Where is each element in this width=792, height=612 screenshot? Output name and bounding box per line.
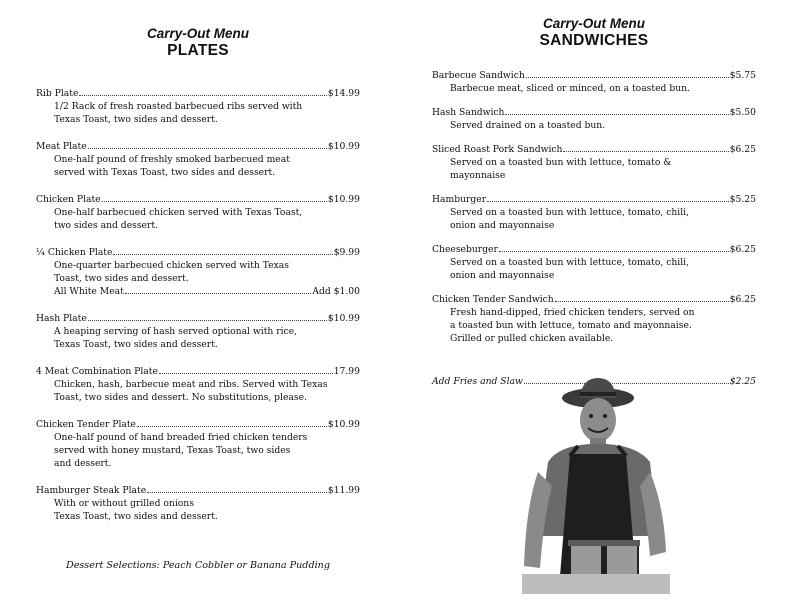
leader-dots [487, 201, 729, 202]
leader-dots [505, 114, 728, 115]
leader-dots [159, 373, 333, 374]
item-price: $6.25 [729, 294, 756, 305]
leader-dots [102, 201, 327, 202]
menu-item [36, 484, 360, 523]
item-description: Barbecue meat, sliced or minced, on a toasted bun. [450, 83, 690, 94]
item-name: Chicken Tender Sandwich [432, 294, 554, 305]
menu-item [36, 418, 360, 470]
leader-dots [526, 77, 729, 78]
item-description: Served drained on a toasted bun. [450, 120, 606, 131]
item-price: $10.99 [327, 419, 360, 430]
menu-item-row [432, 143, 756, 156]
item-name: Hamburger [432, 194, 487, 205]
leader-dots [79, 95, 326, 96]
menu-item [36, 246, 360, 298]
item-name: Rib Plate [36, 88, 79, 99]
menu-item [432, 243, 756, 282]
item-price: $14.99 [327, 88, 360, 99]
item-description: A heaping serving of hash served optional with rice, [54, 326, 298, 337]
item-name: Hash Plate [36, 313, 87, 324]
item-description: 1/2 Rack of fresh roasted barbecued ribs served with [54, 101, 303, 112]
item-price: $6.25 [729, 244, 756, 255]
menu-item [36, 193, 360, 232]
item-price: $5.25 [729, 194, 756, 205]
item-name: Hash Sandwich [432, 107, 505, 118]
item-description: Fresh hand-dipped, fried chicken tenders, served on [450, 307, 695, 318]
item-description: Texas Toast, two sides and dessert. [54, 511, 218, 522]
menu-item-row [432, 106, 756, 119]
item-option-row [36, 285, 360, 298]
sandwiches-subtitle: Carry-Out Menu [542, 16, 645, 31]
option-price: Add $1.00 [312, 286, 360, 297]
menu-item-row [432, 193, 756, 206]
item-description: One-quarter barbecued chicken served with Texas [54, 260, 289, 271]
item-name: Barbecue Sandwich [432, 70, 525, 81]
menu-item-row [36, 87, 360, 100]
addon-price: $2.25 [729, 376, 756, 387]
leader-dots [88, 148, 327, 149]
item-description: mayonnaise [450, 170, 506, 181]
menu-item [432, 293, 756, 345]
item-name: Hamburger Steak Plate [36, 485, 147, 496]
menu-item [36, 87, 360, 126]
menu-item-row [36, 140, 360, 153]
item-description: Texas Toast, two sides and dessert. [54, 339, 218, 350]
item-description: onion and mayonnaise [450, 220, 555, 231]
item-description: served with honey mustard, Texas Toast, two sides [54, 445, 291, 456]
item-name: ¼ Chicken Plate [36, 247, 113, 258]
item-description: One-half barbecued chicken served with Texas Toast, [54, 207, 303, 218]
menu-item [36, 365, 360, 404]
sandwiches-list [432, 69, 756, 356]
item-price: $5.50 [729, 107, 756, 118]
item-description: and dessert. [54, 458, 112, 469]
item-description: served with Texas Toast, two sides and dessert. [54, 167, 276, 178]
item-name: Sliced Roast Pork Sandwich [432, 144, 563, 155]
item-description: Texas Toast, two sides and dessert. [54, 114, 218, 125]
item-description: With or without grilled onions [54, 498, 194, 509]
item-description: Chicken, hash, barbecue meat and ribs. Served with Texas [54, 379, 328, 390]
leader-dots [137, 426, 327, 427]
leader-dots [113, 254, 332, 255]
item-name: Cheeseburger [432, 244, 498, 255]
menu-item [432, 69, 756, 95]
menu-item-row [36, 418, 360, 431]
item-description: onion and mayonnaise [450, 270, 555, 281]
item-price: 17.99 [333, 366, 360, 377]
item-name: Chicken Tender Plate [36, 419, 136, 430]
menu-item [36, 140, 360, 179]
leader-dots [88, 320, 327, 321]
menu-item-row [432, 293, 756, 306]
item-description: Toast, two sides and dessert. No substitutions, please. [54, 392, 307, 403]
item-price: $9.99 [333, 247, 360, 258]
menu-item [432, 143, 756, 182]
sandwiches-title: SANDWICHES [539, 32, 649, 49]
item-description: Toast, two sides and dessert. [54, 273, 189, 284]
plates-subtitle: Carry-Out Menu [146, 26, 249, 41]
item-description: Served on a toasted bun with lettuce, tomato, chili, [450, 257, 690, 268]
item-price: $10.99 [327, 141, 360, 152]
leader-dots [125, 293, 312, 294]
leader-dots [563, 151, 728, 152]
menu-item-row [36, 246, 360, 259]
menu-item [432, 193, 756, 232]
item-price: $6.25 [729, 144, 756, 155]
item-price: $11.99 [327, 485, 360, 496]
item-description: Served on a toasted bun with lettuce, tomato, chili, [450, 207, 690, 218]
menu-item [432, 106, 756, 132]
item-description: a toasted bun with lettuce, tomato and mayonnaise. [450, 320, 692, 331]
item-description: Grilled or pulled chicken available. [450, 333, 614, 344]
menu-item-row [36, 365, 360, 378]
menu-item-row [36, 193, 360, 206]
item-price: $10.99 [327, 194, 360, 205]
menu-item-row [36, 484, 360, 497]
leader-dots [555, 301, 729, 302]
menu-item-row [432, 243, 756, 256]
plates-title: PLATES [167, 42, 229, 59]
item-price: $5.75 [729, 70, 756, 81]
plates-list [36, 87, 360, 537]
leader-dots [147, 492, 327, 493]
dessert-selections-note: Dessert Selections: Peach Cobbler or Banana Pudding [66, 560, 330, 571]
item-name: Meat Plate [36, 141, 87, 152]
item-price: $10.99 [327, 313, 360, 324]
addon-name: Add Fries and Slaw [432, 376, 523, 387]
item-description: Served on a toasted bun with lettuce, tomato & [450, 157, 672, 168]
leader-dots [499, 251, 729, 252]
menu-item-row [36, 312, 360, 325]
menu-item [36, 312, 360, 351]
item-description: One-half pound of hand breaded fried chicken tenders [54, 432, 308, 443]
sandwiches-header [432, 16, 756, 50]
item-name: 4 Meat Combination Plate [36, 366, 158, 377]
item-description: One-half pound of freshly smoked barbecued meat [54, 154, 290, 165]
item-name: Chicken Plate [36, 194, 101, 205]
menu-item-row [432, 69, 756, 82]
chef-photo [518, 376, 670, 594]
plates-header [36, 26, 360, 60]
option-name: All White Meat [54, 286, 124, 297]
item-description: two sides and dessert. [54, 220, 159, 231]
